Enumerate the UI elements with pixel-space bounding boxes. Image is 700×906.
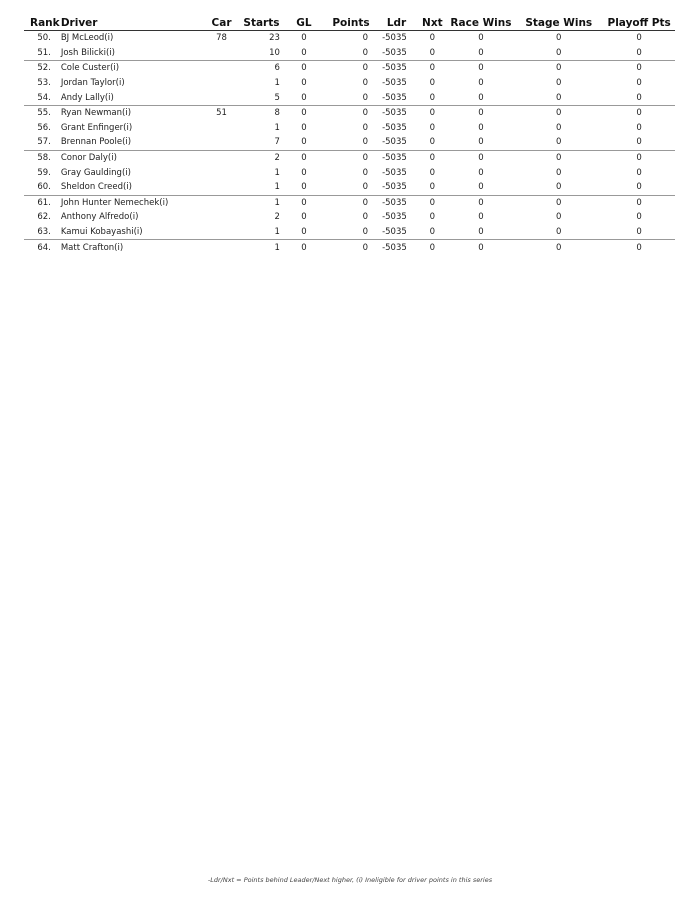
cell-driver: John Hunter Nemechek(i)	[60, 197, 169, 208]
header-nxt: Nxt	[417, 16, 448, 31]
cell-car	[202, 90, 241, 105]
cell-points: 0	[362, 242, 369, 253]
cell-race-wins: 0	[478, 122, 484, 133]
cell-driver: Jordan Taylor(i)	[60, 78, 125, 89]
cell-driver: Anthony Alfredo(i)	[60, 212, 139, 223]
cell-ldr: -5035	[382, 78, 407, 89]
cell-rank: 64.	[37, 242, 51, 253]
table-row	[24, 61, 675, 76]
cell-starts: 2	[274, 212, 280, 223]
cell-starts: 7	[241, 135, 282, 150]
cell-playoff-pts: 0	[636, 242, 642, 253]
cell-playoff-pts: 0	[636, 212, 642, 223]
cell-playoff-pts: 0	[636, 108, 642, 119]
cell-points: 0	[362, 153, 369, 164]
cell-car	[202, 135, 241, 150]
table-row	[24, 46, 675, 61]
cell-rank: 63.	[24, 225, 61, 240]
cell-playoff-pts: 0	[603, 180, 675, 195]
cell-nxt: 0	[429, 33, 436, 44]
cell-stage-wins: 0	[514, 135, 603, 150]
cell-starts: 1	[274, 122, 280, 133]
cell-car	[202, 210, 241, 225]
cell-playoff-pts: 0	[636, 167, 642, 178]
cell-nxt: 0	[429, 108, 436, 119]
cell-points: 0	[362, 108, 369, 119]
table-row	[24, 76, 675, 91]
cell-car	[202, 180, 241, 195]
cell-car	[202, 225, 241, 240]
cell-rank: 62.	[37, 212, 51, 223]
cell-starts: 1	[274, 242, 280, 253]
cell-nxt: 0	[429, 153, 436, 164]
header-stage-wins: Stage Wins	[514, 16, 603, 31]
cell-car	[202, 195, 241, 210]
cell-points: 0	[362, 122, 369, 133]
cell-rank: 51.	[24, 46, 61, 61]
cell-ldr: -5035	[382, 33, 407, 44]
header-row	[24, 16, 675, 31]
cell-gl: 0	[301, 242, 307, 253]
cell-points: 0	[326, 46, 376, 61]
cell-stage-wins: 0	[556, 33, 562, 44]
table-row	[24, 225, 675, 240]
cell-playoff-pts: 0	[636, 63, 642, 74]
cell-nxt: 0	[429, 78, 436, 89]
table-row	[24, 135, 675, 150]
header-starts: Starts	[241, 16, 282, 31]
cell-stage-wins: 0	[514, 46, 603, 61]
cell-car	[202, 46, 241, 61]
cell-starts: 2	[274, 153, 280, 164]
cell-race-wins: 0	[448, 46, 515, 61]
cell-points: 0	[362, 78, 369, 89]
cell-playoff-pts: 0	[603, 225, 675, 240]
cell-playoff-pts: 0	[636, 78, 642, 89]
cell-driver: Cole Custer(i)	[60, 63, 120, 74]
cell-gl: 0	[282, 90, 326, 105]
cell-gl: 0	[282, 225, 326, 240]
cell-race-wins: 0	[478, 197, 484, 208]
cell-ldr: -5035	[382, 242, 407, 253]
table-row	[24, 121, 675, 136]
cell-race-wins: 0	[478, 78, 484, 89]
cell-starts: 23	[269, 33, 280, 44]
cell-car	[202, 61, 241, 76]
cell-driver: Sheldon Creed(i)	[61, 180, 202, 195]
cell-gl: 0	[301, 33, 307, 44]
cell-driver: Conor Daly(i)	[60, 153, 117, 164]
cell-playoff-pts: 0	[603, 135, 675, 150]
cell-starts: 5	[241, 90, 282, 105]
cell-rank: 50.	[37, 33, 51, 44]
cell-gl: 0	[282, 135, 326, 150]
cell-race-wins: 0	[478, 212, 484, 223]
cell-car: 51	[216, 108, 227, 119]
cell-rank: 53.	[37, 78, 51, 89]
cell-race-wins: 0	[478, 63, 484, 74]
cell-stage-wins: 0	[514, 180, 603, 195]
cell-gl: 0	[301, 197, 307, 208]
cell-driver: Andy Lally(i)	[61, 90, 202, 105]
table-row	[24, 31, 675, 46]
cell-driver: Grant Enfinger(i)	[60, 122, 133, 133]
table-row	[24, 90, 675, 105]
cell-stage-wins: 0	[556, 197, 562, 208]
table-row	[24, 180, 675, 195]
cell-driver: Gray Gaulding(i)	[60, 167, 131, 178]
cell-nxt: 0	[417, 46, 448, 61]
cell-race-wins: 0	[448, 180, 515, 195]
cell-stage-wins: 0	[556, 78, 562, 89]
header-points: Points	[326, 16, 376, 31]
cell-nxt: 0	[417, 90, 448, 105]
cell-ldr: -5035	[382, 212, 407, 223]
cell-ldr: -5035	[382, 197, 407, 208]
cell-playoff-pts: 0	[636, 33, 642, 44]
cell-race-wins: 0	[478, 108, 484, 119]
header-race-wins: Race Wins	[448, 16, 515, 31]
cell-gl: 0	[301, 78, 307, 89]
cell-ldr: -5035	[382, 108, 407, 119]
cell-driver: Matt Crafton(i)	[60, 242, 124, 253]
cell-driver: Ryan Newman(i)	[60, 108, 132, 119]
cell-ldr: -5035	[382, 153, 407, 164]
cell-starts: 10	[241, 46, 282, 61]
cell-points: 0	[362, 63, 369, 74]
cell-stage-wins: 0	[514, 225, 603, 240]
cell-gl: 0	[301, 212, 307, 223]
cell-stage-wins: 0	[556, 108, 562, 119]
cell-points: 0	[326, 90, 376, 105]
cell-points: 0	[326, 135, 376, 150]
header-playoff-pts: Playoff Pts	[603, 16, 675, 31]
cell-points: 0	[362, 167, 369, 178]
cell-starts: 1	[241, 180, 282, 195]
cell-nxt: 0	[429, 122, 436, 133]
cell-playoff-pts: 0	[636, 122, 642, 133]
cell-ldr: -5035	[382, 167, 407, 178]
cell-ldr: -5035	[382, 63, 407, 74]
cell-gl: 0	[301, 63, 307, 74]
cell-starts: 6	[274, 63, 280, 74]
cell-gl: 0	[301, 108, 307, 119]
cell-ldr: -5035	[376, 46, 417, 61]
table-row	[24, 240, 675, 255]
table-row	[24, 165, 675, 180]
cell-ldr: -5035	[376, 180, 417, 195]
table-row	[24, 210, 675, 225]
cell-rank: 61.	[37, 197, 51, 208]
cell-points: 0	[362, 197, 369, 208]
header-driver: Driver	[61, 16, 202, 31]
cell-gl: 0	[282, 46, 326, 61]
cell-gl: 0	[301, 122, 307, 133]
cell-rank: 59.	[37, 167, 51, 178]
header-rank: Rank	[24, 16, 61, 31]
cell-nxt: 0	[417, 135, 448, 150]
cell-ldr: -5035	[376, 225, 417, 240]
table-row	[24, 150, 675, 165]
cell-stage-wins: 0	[556, 122, 562, 133]
cell-rank: 58.	[37, 153, 51, 164]
cell-playoff-pts: 0	[603, 46, 675, 61]
cell-starts: 1	[274, 197, 280, 208]
cell-driver: Brennan Poole(i)	[61, 135, 202, 150]
cell-ldr: -5035	[382, 122, 407, 133]
header-car: Car	[202, 16, 241, 31]
cell-starts: 8	[274, 108, 280, 119]
cell-race-wins: 0	[478, 153, 484, 164]
cell-car	[202, 76, 241, 91]
cell-car: 78	[216, 33, 227, 44]
cell-gl: 0	[301, 167, 307, 178]
cell-driver: Josh Bilicki(i)	[61, 46, 202, 61]
cell-stage-wins: 0	[556, 167, 562, 178]
cell-points: 0	[326, 180, 376, 195]
cell-playoff-pts: 0	[636, 197, 642, 208]
cell-car	[202, 240, 241, 255]
cell-starts: 1	[274, 78, 280, 89]
cell-rank: 55.	[37, 108, 51, 119]
cell-nxt: 0	[417, 225, 448, 240]
cell-playoff-pts: 0	[636, 153, 642, 164]
cell-playoff-pts: 0	[603, 90, 675, 105]
standings-table	[24, 16, 675, 255]
cell-nxt: 0	[429, 242, 436, 253]
cell-ldr: -5035	[376, 135, 417, 150]
cell-nxt: 0	[429, 212, 436, 223]
cell-race-wins: 0	[448, 135, 515, 150]
cell-points: 0	[362, 33, 369, 44]
table-row	[24, 195, 675, 210]
cell-gl: 0	[282, 180, 326, 195]
cell-rank: 54.	[24, 90, 61, 105]
cell-stage-wins: 0	[556, 242, 562, 253]
cell-nxt: 0	[429, 197, 436, 208]
table-row	[24, 105, 675, 120]
header-ldr: Ldr	[376, 16, 417, 31]
cell-rank: 60.	[24, 180, 61, 195]
cell-race-wins: 0	[478, 33, 484, 44]
cell-driver: Kamui Kobayashi(i)	[61, 225, 202, 240]
cell-car	[202, 165, 241, 180]
cell-gl: 0	[301, 153, 307, 164]
cell-rank: 52.	[37, 63, 51, 74]
cell-race-wins: 0	[478, 242, 484, 253]
cell-car	[202, 121, 241, 136]
cell-stage-wins: 0	[556, 212, 562, 223]
cell-stage-wins: 0	[556, 63, 562, 74]
footnote: -Ldr/Nxt = Points behind Leader/Next higher, (i) Ineligible for driver points in this series	[207, 876, 493, 884]
cell-starts: 1	[241, 225, 282, 240]
cell-stage-wins: 0	[514, 90, 603, 105]
cell-nxt: 0	[429, 63, 436, 74]
cell-race-wins: 0	[448, 225, 515, 240]
cell-stage-wins: 0	[556, 153, 562, 164]
cell-points: 0	[362, 212, 369, 223]
cell-nxt: 0	[429, 167, 436, 178]
cell-nxt: 0	[417, 180, 448, 195]
cell-ldr: -5035	[376, 90, 417, 105]
cell-rank: 56.	[37, 122, 51, 133]
cell-race-wins: 0	[478, 167, 484, 178]
cell-points: 0	[326, 225, 376, 240]
table-body	[24, 31, 675, 255]
cell-race-wins: 0	[448, 90, 515, 105]
header-gl: GL	[282, 16, 326, 31]
cell-car	[202, 150, 241, 165]
cell-rank: 57.	[24, 135, 61, 150]
cell-driver: BJ McLeod(i)	[60, 33, 114, 44]
cell-starts: 1	[274, 167, 280, 178]
